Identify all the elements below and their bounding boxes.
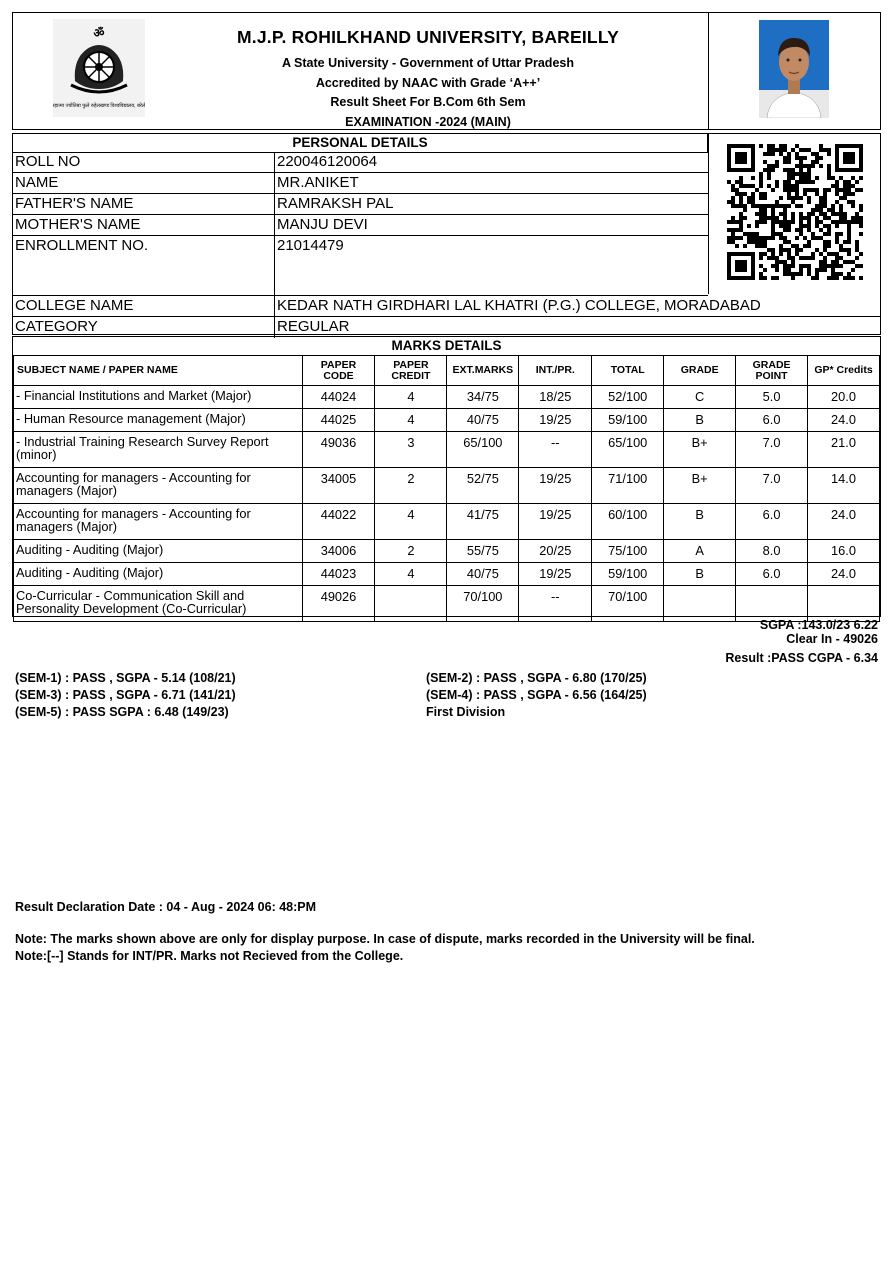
mother-value: MANJU DEVI (277, 216, 368, 233)
grade-cell: A (664, 540, 736, 563)
grade-point-cell: 6.0 (736, 409, 808, 432)
code-cell: 34005 (302, 468, 375, 504)
int-cell: 19/25 (519, 563, 592, 586)
student-photo (759, 20, 829, 118)
subject-cell: Auditing - Auditing (Major) (14, 540, 303, 563)
grade-cell: B (664, 563, 736, 586)
sem5-result: (SEM-5) : PASS SGPA : 6.48 (149/23) (15, 705, 229, 719)
header-subject: SUBJECT NAME / PAPER NAME (14, 356, 303, 386)
subject-cell: Accounting for managers - Accounting for managers (Major) (14, 468, 303, 504)
table-row (14, 432, 880, 468)
category-value: REGULAR (277, 318, 350, 335)
enrollment-label: ENROLLMENT NO. (13, 236, 275, 295)
header-paper-credit: PAPER CREDIT (375, 356, 447, 386)
ext-cell: 40/75 (447, 409, 519, 432)
total-cell: 59/100 (592, 409, 664, 432)
credit-cell: 4 (375, 504, 447, 540)
result-declaration-date: Result Declaration Date : 04 - Aug - 2024 06: 48:PM (15, 900, 317, 914)
grade-point-cell (736, 586, 808, 622)
grade-point-cell: 5.0 (736, 386, 808, 409)
gp-credits-cell: 20.0 (808, 386, 880, 409)
int-cell: 18/25 (519, 386, 592, 409)
int-cell: 19/25 (519, 409, 592, 432)
gp-credits-cell: 24.0 (808, 504, 880, 540)
int-cell: -- (519, 432, 592, 468)
enrollment-value: 21014479 (277, 237, 344, 254)
college-value: KEDAR NATH GIRDHARI LAL KHATRI (P.G.) COLLEGE, MORADABAD (277, 297, 761, 314)
credit-cell: 4 (375, 563, 447, 586)
ext-cell: 55/75 (447, 540, 519, 563)
subject-cell: Co-Curricular - Communication Skill and Personality Development (Co-Curricular) (14, 586, 303, 622)
marks-table (13, 355, 880, 622)
semester-results-right (426, 670, 647, 721)
grade-cell: B (664, 504, 736, 540)
gp-credits-cell: 24.0 (808, 563, 880, 586)
int-cell: 19/25 (519, 468, 592, 504)
ext-cell: 40/75 (447, 563, 519, 586)
examination: EXAMINATION -2024 (MAIN) (345, 114, 511, 129)
total-cell: 59/100 (592, 563, 664, 586)
credit-cell: 4 (375, 409, 447, 432)
grade-point-cell: 8.0 (736, 540, 808, 563)
header (12, 12, 881, 130)
qr-code (727, 144, 863, 280)
code-cell: 44022 (302, 504, 375, 540)
category-label: CATEGORY (13, 317, 275, 338)
svg-text:ॐ: ॐ (93, 26, 105, 40)
roll-label: ROLL NO (13, 152, 275, 172)
credit-cell: 2 (375, 540, 447, 563)
ext-cell: 70/100 (447, 586, 519, 622)
university-logo (53, 19, 145, 117)
name-value: MR.ANIKET (277, 174, 359, 191)
gp-credits-cell (808, 586, 880, 622)
sem1-result: (SEM-1) : PASS , SGPA - 5.14 (108/21) (15, 671, 236, 685)
ext-cell: 41/75 (447, 504, 519, 540)
total-cell: 52/100 (592, 386, 664, 409)
father-label: FATHER'S NAME (13, 194, 275, 214)
int-cell: -- (519, 586, 592, 622)
university-name: M.J.P. ROHILKHAND UNIVERSITY, BAREILLY (237, 27, 619, 47)
total-cell: 60/100 (592, 504, 664, 540)
code-cell: 34006 (302, 540, 375, 563)
gp-credits-cell: 16.0 (808, 540, 880, 563)
qr-box (708, 134, 880, 294)
roll-row (13, 152, 708, 173)
header-ext-marks: EXT.MARKS (447, 356, 519, 386)
gp-credits-cell: 14.0 (808, 468, 880, 504)
subject-cell: Auditing - Auditing (Major) (14, 563, 303, 586)
notes (15, 931, 755, 965)
subject-cell: - Industrial Training Research Survey Report (minor) (14, 432, 303, 468)
credit-cell: 2 (375, 468, 447, 504)
table-row (14, 409, 880, 432)
table-row (14, 504, 880, 540)
grade-point-cell: 6.0 (736, 563, 808, 586)
enrollment-row (13, 236, 708, 296)
sem4-result: (SEM-4) : PASS , SGPA - 6.56 (164/25) (426, 688, 647, 702)
header-grade-point: GRADE POINT (736, 356, 808, 386)
marks-details-title: MARKS DETAILS (391, 338, 502, 353)
accreditation: Accredited by NAAC with Grade ‘A++’ (315, 75, 541, 90)
header-int-marks: INT./PR. (519, 356, 592, 386)
name-row (13, 173, 708, 194)
total-cell: 65/100 (592, 432, 664, 468)
ext-cell: 65/100 (447, 432, 519, 468)
personal-details (12, 133, 881, 335)
logo-caption: महात्मा ज्योतिबा फुले रुहेलखण्ड विश्वविद्यालय, बरेली (53, 103, 145, 109)
sem2-result: (SEM-2) : PASS , SGPA - 6.80 (170/25) (426, 671, 647, 685)
grade-cell: B+ (664, 468, 736, 504)
grade-point-cell: 6.0 (736, 504, 808, 540)
ext-cell: 52/75 (447, 468, 519, 504)
grade-point-cell: 7.0 (736, 468, 808, 504)
roll-value: 220046120064 (277, 153, 378, 170)
total-cell: 75/100 (592, 540, 664, 563)
code-cell: 49036 (302, 432, 375, 468)
ext-cell: 34/75 (447, 386, 519, 409)
category-row (13, 317, 880, 338)
credit-cell: 3 (375, 432, 447, 468)
division: First Division (426, 705, 506, 719)
credit-cell: 4 (375, 386, 447, 409)
credit-cell (375, 586, 447, 622)
semester-results-left (15, 670, 236, 721)
subject-cell: Accounting for managers - Accounting for managers (Major) (14, 504, 303, 540)
university-subtitle: A State University - Government of Uttar Pradesh (282, 56, 574, 70)
father-value: RAMRAKSH PAL (277, 195, 394, 212)
header-paper-code: PAPER CODE (302, 356, 375, 386)
mother-label: MOTHER'S NAME (13, 215, 275, 235)
table-row (14, 468, 880, 504)
result-sheet-title: Result Sheet For B.Com 6th Sem (330, 95, 526, 109)
gp-credits-cell: 24.0 (808, 409, 880, 432)
int-cell: 20/25 (519, 540, 592, 563)
grade-cell: B+ (664, 432, 736, 468)
grade-point-cell: 7.0 (736, 432, 808, 468)
photo-box (708, 12, 883, 130)
code-cell: 44024 (302, 386, 375, 409)
subject-cell: - Financial Institutions and Market (Major) (14, 386, 303, 409)
table-row (14, 563, 880, 586)
subject-cell: - Human Resource management (Major) (14, 409, 303, 432)
name-label: NAME (13, 173, 275, 193)
marks-details (12, 336, 881, 617)
gp-credits-cell: 21.0 (808, 432, 880, 468)
note-int-marks: Note:[--] Stands for INT/PR. Marks not Recieved from the College. (15, 949, 404, 963)
code-cell: 44025 (302, 409, 375, 432)
sem3-result: (SEM-3) : PASS , SGPA - 6.71 (141/21) (15, 688, 236, 702)
total-cell: 70/100 (592, 586, 664, 622)
table-row (14, 386, 880, 409)
grade-cell: C (664, 386, 736, 409)
grade-cell (664, 586, 736, 622)
result-cgpa: Result :PASS CGPA - 6.34 (725, 651, 878, 665)
header-total: TOTAL (592, 356, 664, 386)
grade-cell: B (664, 409, 736, 432)
header-gp-credits: GP* Credits (808, 356, 880, 386)
clear-in: Clear In - 49026 (786, 632, 878, 646)
table-header-row (14, 356, 880, 386)
header-grade: GRADE (664, 356, 736, 386)
university-info (143, 27, 713, 132)
note-display-purpose: Note: The marks shown above are only for display purpose. In case of dispute, marks recorded in the University will be final. (15, 932, 755, 946)
table-row (14, 586, 880, 622)
table-row (14, 540, 880, 563)
father-row (13, 194, 708, 215)
college-row (13, 296, 880, 317)
code-cell: 44023 (302, 563, 375, 586)
mother-row (13, 215, 708, 236)
sgpa-summary: SGPA :143.0/23 6.22 (759, 618, 878, 632)
personal-details-title: PERSONAL DETAILS (13, 134, 708, 153)
total-cell: 71/100 (592, 468, 664, 504)
code-cell: 49026 (302, 586, 375, 622)
college-label: COLLEGE NAME (13, 296, 275, 316)
int-cell: 19/25 (519, 504, 592, 540)
